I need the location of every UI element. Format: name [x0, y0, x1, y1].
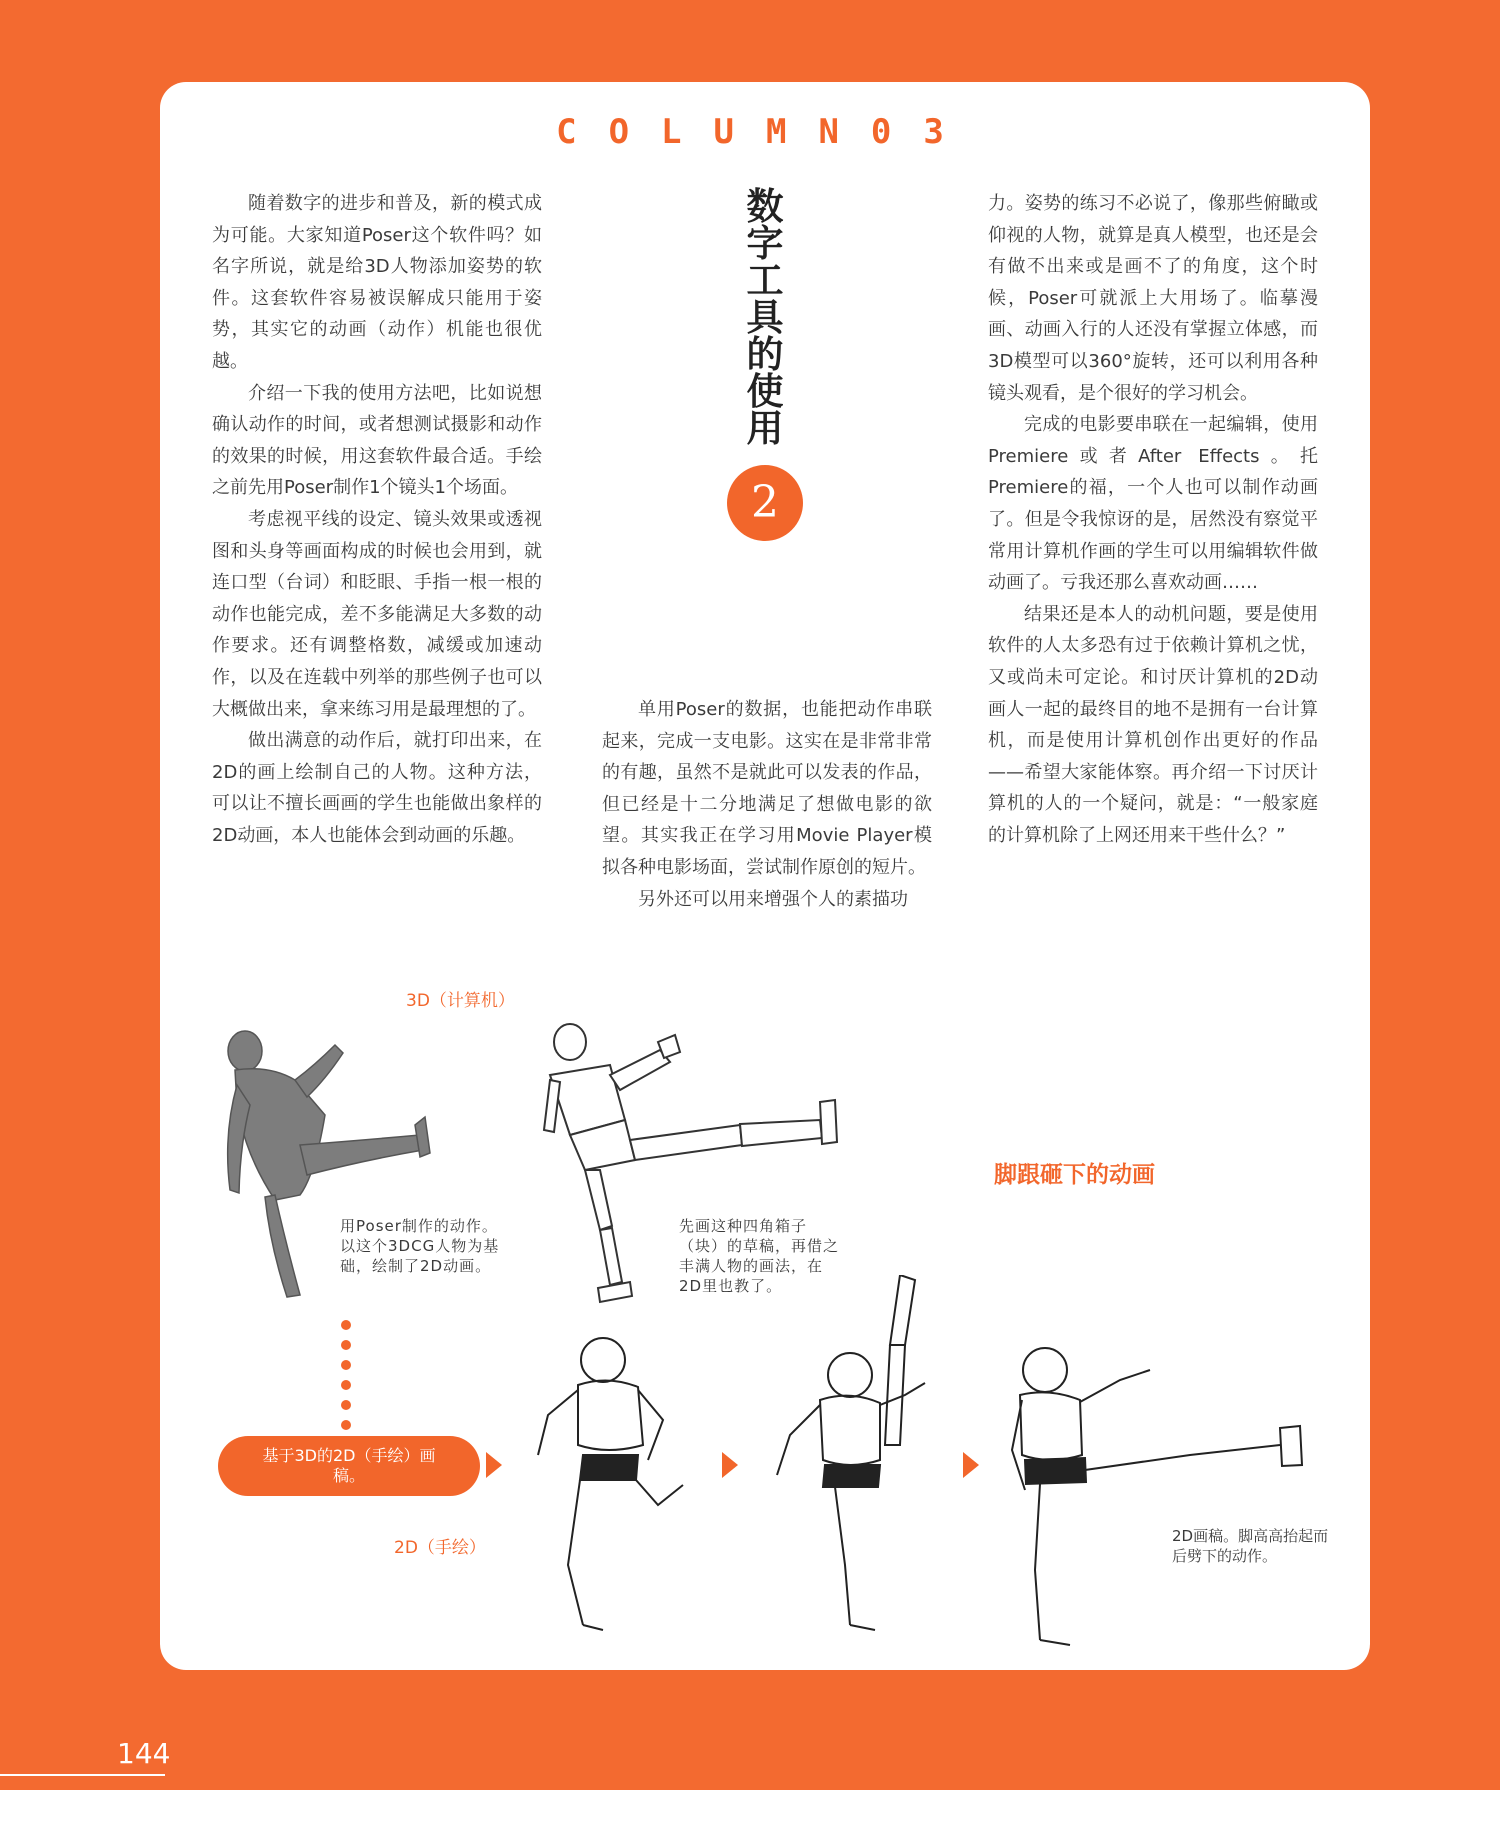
vertical-title-char: 的 [746, 333, 784, 376]
vertical-title-char: 工 [746, 259, 784, 302]
drawing-frame-1 [508, 1325, 708, 1645]
paragraph: 介绍一下我的使用方法吧，比如说想确认动作的时间，或者想测试摄影和动作的效果的时候，用这套软件最合适。手绘之前先用Poser制作1个镜头1个场面。 [212, 382, 542, 499]
column-header: COLUMN03 [556, 112, 976, 152]
vertical-title-char: 具 [746, 296, 784, 339]
page-bottom-band [0, 1790, 1500, 1840]
paragraph: 单用Poser的数据，也能把动作串联起来，完成一支电影。这实在是非常非常的有趣，虽然不是就此可以发表的作品，但已经是十二分地满足了想做电影的欲望。其实我正在学习用Movie Player模拟各种电影场面，尝试制作原创的短片。 [602, 699, 932, 878]
vertical-title-char: 使 [746, 370, 784, 413]
column-number-badge: 2 [727, 465, 803, 541]
connector-dot [341, 1320, 351, 1330]
paragraph: 结果还是本人的动机问题，要是使用软件的人太多恐有过于依赖计算机之忧，又或尚未可定论。和讨厌计算机的2D动画人一起的最终目的地不是拥有一台计算机，而是使用计算机创作出更好的作品——希望大家能体察。再介绍一下讨厌计算机的人的一个疑问，就是：“一般家庭的计算机除了上网还用来干些什么？” [988, 603, 1318, 846]
hand-drawn-label-pill [218, 1436, 480, 1496]
paragraph: 力。姿势的练习不必说了，像那些俯瞰或仰视的人物，就算是真人模型，也还是会有做不出来或是画不了的角度，这个时候，Poser可就派上大用场了。临摹漫画、动画入行的人还没有掌握立体感，而3D模型可以360°旋转，还可以利用各种镜头观看，是个很好的学习机会。 [988, 193, 1318, 404]
connector-dot [341, 1360, 351, 1370]
paragraph: 另外还可以用来增强个人的素描功 [638, 888, 908, 910]
paragraph: 完成的电影要串联在一起编辑，使用Premiere或者After Effects。托Premiere的福，一个人也可以制作动画了。但是令我惊讶的是，居然没有察觉平常用计算机作画的学生可以用编辑软件做动画了。亏我还那么喜欢动画…… [988, 414, 1318, 594]
kick-animation-title: 脚跟砸下的动画 [994, 1162, 1155, 1188]
connector-dot [341, 1400, 351, 1410]
paragraph: 考虑视平线的设定、镜头效果或透视图和头身等画面构成的时候也会用到，就连口型（台词）和眨眼、手指一根一根的动作也能完成，差不多能满足大多数的动作要求。还有调整格数，减缓或加速动作，以及在连载中列举的那些例子也可以大概做出来，拿来练习用是最理想的了。 [212, 508, 542, 720]
text-column-1 [212, 188, 542, 851]
caption-poser: 用Poser制作的动作。以这个3DCG人物为基础，绘制了2D动画。 [340, 1217, 500, 1275]
label-3d: 3D（计算机） [406, 991, 515, 1011]
caption-2d-drawing: 2D画稿。脚高高抬起而后劈下的动作。 [1172, 1527, 1329, 1565]
vertical-title-char: 用 [746, 407, 784, 450]
vertical-title-char: 数 [746, 185, 784, 228]
arrow-right-icon [486, 1452, 502, 1478]
text-column-3 [988, 188, 1318, 851]
caption-box-sketch: 先画这种四角箱子（块）的草稿，再借之丰满人物的画法，在2D里也教了。 [679, 1217, 840, 1295]
vertical-title [742, 185, 788, 450]
text-column-2 [602, 694, 932, 915]
page-number: 144 [117, 1737, 171, 1770]
connector-dot [341, 1340, 351, 1350]
paragraph: 随着数字的进步和普及，新的模式成为可能。大家知道Poser这个软件吗？如名字所说，就是给3D人物添加姿势的软件。这套软件容易被误解成只能用于姿势，其实它的动画（动作）机能也很优越。 [212, 193, 542, 372]
vertical-title-char: 字 [746, 222, 784, 265]
page-number-rule [0, 1774, 165, 1776]
connector-dot [341, 1380, 351, 1390]
connector-dot [341, 1420, 351, 1430]
drawing-frame-3 [1000, 1340, 1320, 1650]
drawing-frame-2 [755, 1275, 955, 1645]
arrow-right-icon [722, 1452, 738, 1478]
paragraph: 做出满意的动作后，就打印出来，在2D的画上绘制自己的人物。这种方法，可以让不擅长画画的学生也能做出象样的2D动画，本人也能体会到动画的乐趣。 [212, 730, 542, 846]
pill-label: 基于3D的2D（手绘）画稿。 [262, 1446, 436, 1485]
label-2d: 2D（手绘） [394, 1538, 486, 1558]
arrow-right-icon [963, 1452, 979, 1478]
